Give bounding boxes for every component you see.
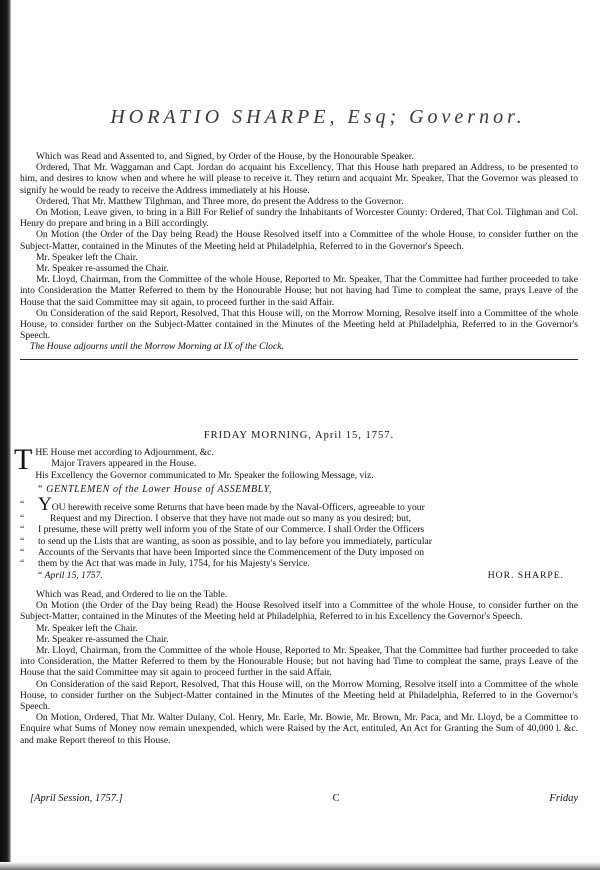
section-divider [20, 359, 578, 360]
paragraph: Which was Read and Assented to, and Signed, by Order of the House, by the Honourable Speaker. [36, 151, 414, 162]
scan-bottom-edge [0, 862, 600, 870]
paragraph: His Excellency the Governor communicated to Mr. Speaker the following Message, viz. [35, 469, 374, 481]
running-head: HORATIO SHARPE, Esq; Governor. [110, 106, 526, 128]
paragraph: Mr. Lloyd, Chairman, from the Committee of the whole House, Reported to Mr. Speaker, That the Committee had further proceeded to take into Consideration the Matter Referred to them by the Honourable House; but not having had Time to compleat the same, prays Leave of the House that the said Committee may sit again, to proceed further in the said Affair. [20, 274, 578, 308]
letter-line: “ them by the Act that was made in July, 1754, for his Majesty's Service. [20, 558, 310, 570]
paragraph: HE House met according to Adjournment, &c. [35, 447, 214, 459]
letter-signoff: “ April 15, 1757. HOR. SHARPE. [20, 570, 578, 581]
paragraph: Which was Read, and Ordered to lie on the Table. [36, 589, 228, 600]
document-page [14, 0, 578, 862]
letter-line: “ YOU herewith receive some Returns that have been made by the Naval-Officers, agreeable to your [20, 494, 425, 516]
paragraph: Ordered, That Mr. Matthew Tilghman, and Three more, do present the Address to the Governor. [36, 195, 404, 207]
drop-cap: T [14, 443, 33, 477]
paragraph: On Motion, Ordered, That Mr. Walter Dulany, Col. Henry, Mr. Earle, Mr. Bowie, Mr. Brown, Mr. Paca, and Mr. Lloyd, be a Committee to Enquire what Sums of Money now remain unexpended, which were Raised by the Act, entituled, An Act for Granting the Sum of 40,000 l. &c. and make Report thereof to this House. [20, 712, 578, 746]
page-footer [30, 793, 578, 804]
catchword: Friday [549, 793, 578, 804]
paragraph: Mr. Speaker re-assumed the Chair. [36, 633, 169, 645]
paragraph: On Motion, Leave given, to bring in a Bill For Relief of sundry the Inhabitants of Worcester County: Ordered, That Col. Tilghman and Col. Henry do prepare and bring in a Bill accordingly. [20, 207, 578, 230]
letter-initial: Y [38, 494, 52, 516]
letter-line: “ to send up the Lists that are wanting, as soon as possible, and to lay before you immediately, particular [20, 535, 432, 547]
letter-line: “ I presume, these will pretty well inform you of the State of our Commerce. I shall Order the Officers [20, 524, 425, 536]
paragraph: On Consideration of the said Report, Resolved, That this House will, on the Morrow Morning, Resolve itself into a Committee of the whole House, to consider further on the Subject-Matter contained in the Minutes of the Meeting held at Philadelphia, Referred to in the Governor's Speech. [20, 678, 578, 713]
session-note: [April Session, 1757.] [30, 793, 123, 804]
letter-salutation [20, 484, 578, 495]
quote-mark: “ [38, 483, 44, 495]
paragraph: On Motion (the Order of the Day being Read) the House Resolved itself into a Committee of the whole House, to consider further on the Subject-Matter, contained in the Minutes of the Meeting held at Philadelphia, Referred to in the Governor's Speech. [20, 229, 578, 252]
paragraph: Major Travers appeared in the House. [51, 458, 197, 470]
letter-line: “ Request and my Direction. I observe that they have not made out so many as you desired; but, [20, 513, 412, 525]
section-friday-continued [20, 589, 578, 746]
paragraph: On Consideration of the said Report, Resolved, That this House will, on the Morrow Morning, Resolve itself into a Committee of the whole House, to consider further on the Subject-Matter contained in the Minutes of the Meeting held at Philadelphia, Referred to in the Governor's Speech. [20, 307, 578, 342]
section-friday-proceedings [14, 420, 578, 582]
section-thursday-proceedings [20, 151, 578, 360]
day-heading: FRIDAY MORNING, April 15, 1757. [203, 430, 395, 441]
adjournment-note: The House adjourns until the Morrow Morning at IX of the Clock. [30, 341, 284, 353]
letter-line: “ Accounts of the Servants that have been Imported since the Commencement of the Duty imposed on [20, 546, 425, 558]
governor-message [20, 494, 578, 582]
paragraph: Mr. Speaker left the Chair. [36, 622, 138, 634]
signature-mark: C [332, 793, 340, 804]
paragraph: On Motion (the Order of the Day being Read) the House Resolved itself into a Committee of the whole House, to consider further on the Subject-Matter, contained in the Minutes of the Meeting held at Philadelphia, Referred to in his Excellency the Governor's Speech. [20, 600, 578, 623]
governor-signature: HOR. SHARPE. [487, 570, 564, 582]
scan-left-edge [0, 0, 11, 870]
salutation-text: GENTLEMEN of the Lower House of ASSEMBLY, [46, 483, 272, 495]
letter-date: April 15, 1757. [44, 570, 103, 582]
paragraph: Mr. Lloyd, Chairman, from the Committee of the whole House, Reported to Mr. Speaker, That the Committee had further proceeded to take into Consideration, the Matter Referred to them by the Honourable House; but not having had Time to compleat the same, prays Leave of the House that the said Committee may sit again to proceed further in the said Affair. [20, 645, 578, 679]
paragraph: Mr. Speaker left the Chair. [36, 251, 138, 263]
paragraph: Mr. Speaker re-assumed the Chair. [36, 263, 169, 275]
paragraph: Ordered, That Mr. Waggaman and Capt. Jordan do acquaint his Excellency, That this House hath prepared an Address, to be presented to him, and desires to know when and where he will please to receive it. They return and acquaint Mr. Speaker, That the Governor was pleased to signify he would be ready to receive the Address immediately at his House. [20, 162, 578, 196]
